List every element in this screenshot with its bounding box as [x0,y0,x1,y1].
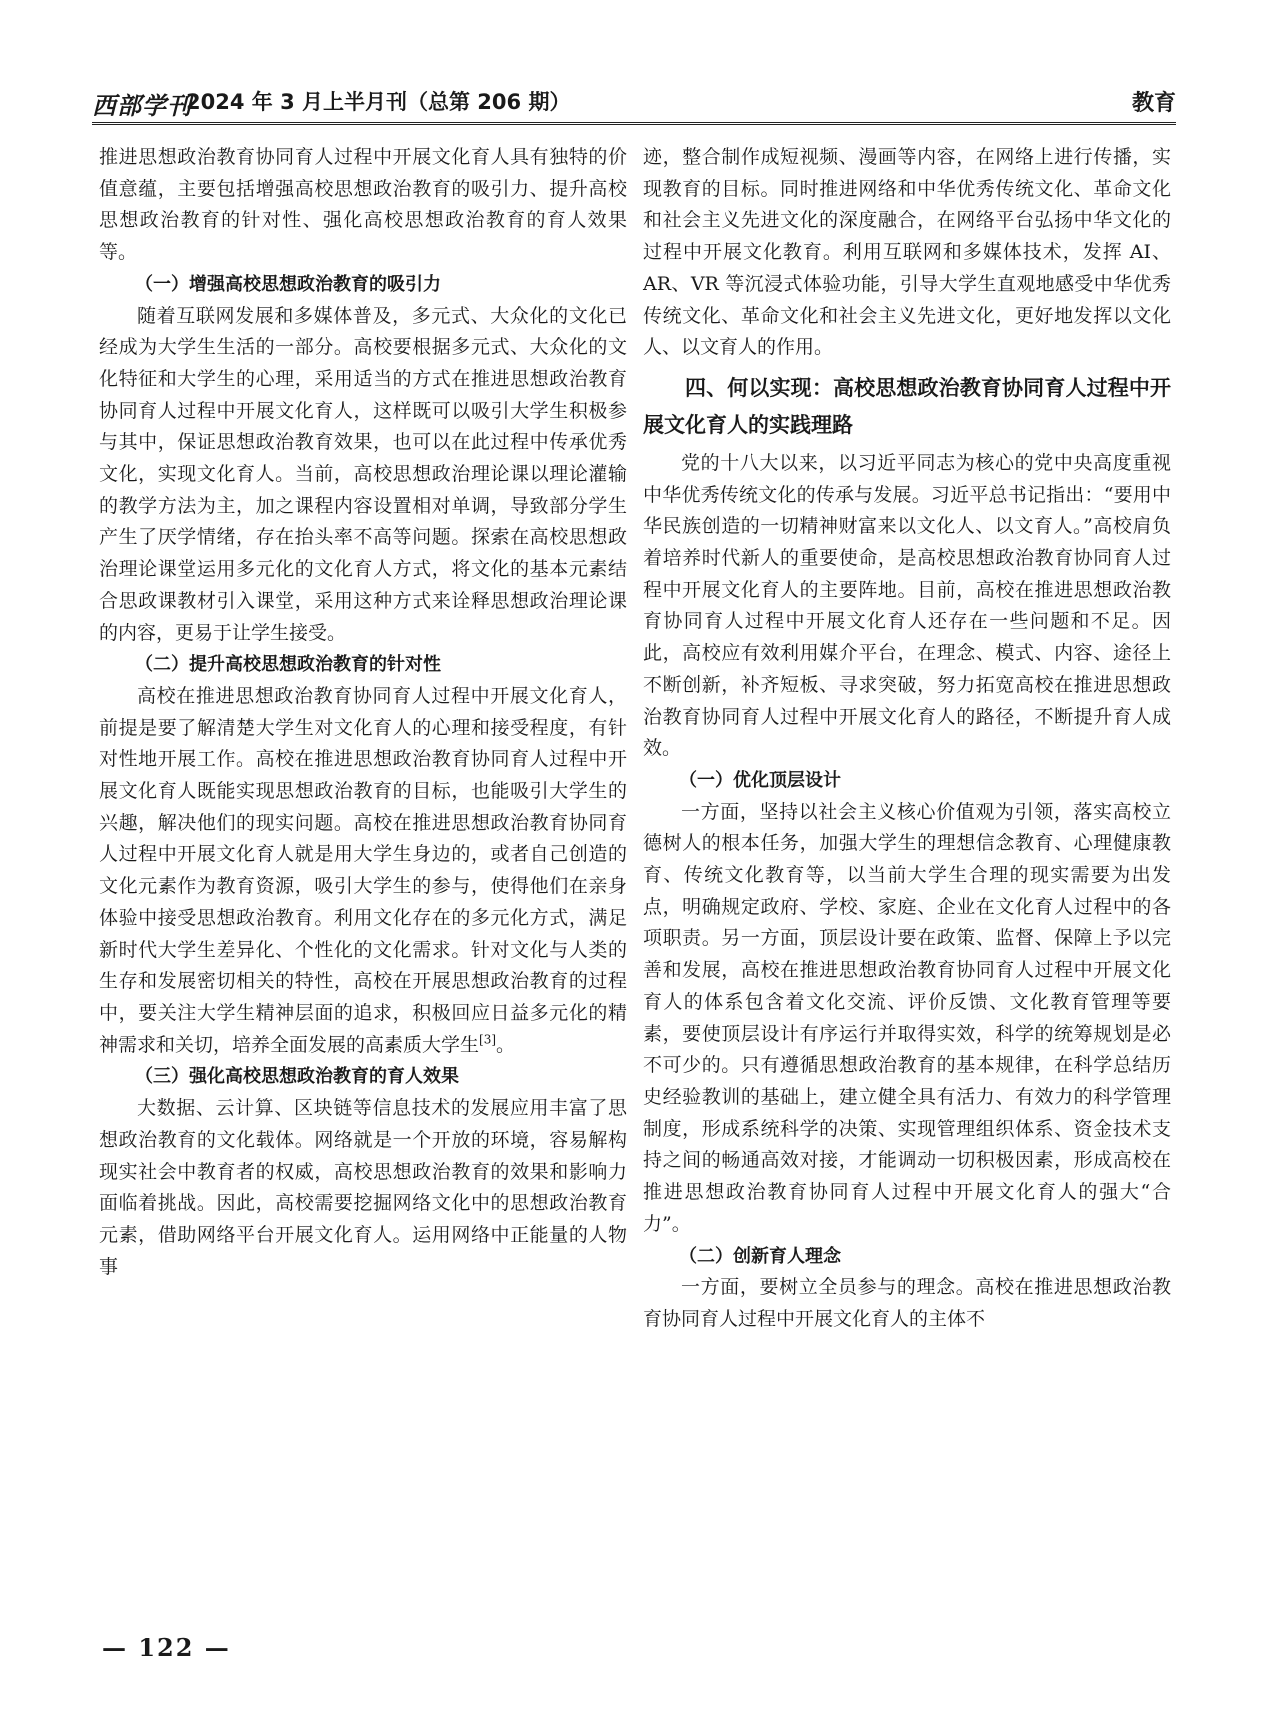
paragraph-pertinence [99,681,627,1061]
section-title: 四、何以实现：高校思想政治教育协同育人过程中开展文化育人的实践理路 [643,375,1171,437]
subheading-concept: （二）创新育人理念 [679,1245,841,1267]
journal-logo: 西部学刊 [92,91,192,120]
paragraph-attractiveness: 随着互联网发展和多媒体普及，多元式、大众化的文化已经成为大学生生活的一部分。高校要根据多元式、大众化的文化特征和大学生的心理，采用适当的方式在推进思想政治教育协同育人过程中开展文化育人，这样既可以吸引大学生积极参与其中，保证思想政治教育效果，也可以在此过程中传承优秀文化，实现文化育人。当前，高校思想政治理论课以理论灌输的教学方法为主，加之课程内容设置相对单调，导致部分学生产生了厌学情绪，存在抬头率不高等问题。探索在高校思想政治理论课堂运用多元化的文化育人方式，将文化的基本元素结合思政课教材引入课堂，采用这种方式来诠释思想政治理论课的内容，更易于让学生接受。 [99,304,627,644]
subheading-effect: （三）强化高校思想政治教育的育人效果 [135,1066,459,1088]
paragraph-top-design: 一方面，坚持以社会主义核心价值观为引领，落实高校立德树人的根本任务，加强大学生的理想信念教育、心理健康教育、传统文化教育等，以当前大学生合理的现实需要为出发点，明确规定政府、学校、家庭、企业在文化育人过程中的各项职责。另一方面，顶层设计要在政策、监督、保障上予以完善和发展，高校在推进思想政治教育协同育人过程中开展文化育人的体系包含着文化交流、评价反馈、文化教育管理等要素，要使顶层设计有序运行并取得实效，科学的统筹规划是必不可少的。只有遵循思想政治教育的基本规律，在科学总结历史经验教训的基础上，建立健全具有活力、有效力的科学管理制度，形成系统科学的决策、实现管理组织体系、资金技术支持之间的畅通高效对接，才能调动一切积极因素，形成高校在推进思想政治教育协同育人过程中开展文化育人的强大“合力”。 [643,800,1171,1235]
running-header [92,82,1176,125]
subheading-attractiveness: （一）增强高校思想政治教育的吸引力 [135,273,441,295]
intro-paragraph: 推进思想政治教育协同育人过程中开展文化育人具有独特的价值意蕴，主要包括增强高校思想政治教育的吸引力、提升高校思想政治教育的针对性、强化高校思想政治教育的育人效果等。 [99,146,627,264]
continued-paragraph: 迹，整合制作成短视频、漫画等内容，在网络上进行传播，实现教育的目标。同时推进网络和中华优秀传统文化、革命文化和社会主义先进文化的深度融合，在网络平台弘扬中华文化的过程中开展文化教育。利用互联网和多媒体技术，发挥 AI、AR、VR 等沉浸式体验功能，引导大学生直观地感受中华优秀传统文化、革命文化和社会主义先进文化，更好地发挥以文化人、以文育人的作用。 [643,146,1171,359]
paragraph-pertinence-text: 高校在推进思想政治教育协同育人过程中开展文化育人，前提是要了解清楚大学生对文化育人的心理和接受程度，有针对性地开展工作。高校在推进思想政治教育协同育人过程中开展文化育人既能实现思想政治教育的目标，也能吸引大学生的兴趣，解决他们的现实问题。高校在推进思想政治教育协同育人过程中开展文化育人就是用大学生身边的，或者自己创造的文化元素作为教育资源，吸引大学生的参与，使得他们在亲身体验中接受思想政治教育。利用文化存在的多元化方式，满足新时代大学生差异化、个性化的文化需求。针对文化与人类的生存和发展密切相关的特性，高校在开展思想政治教育的过程中，要关注大学生精神层面的追求，积极回应日益多元化的精神需求和关切，培养全面发展的高素质大学生 [99,684,627,1056]
paragraph-party-congress: 党的十八大以来，以习近平同志为核心的党中央高度重视中华优秀传统文化的传承与发展。习近平总书记指出：“要用中华民族创造的一切精神财富来以文化人、以文育人。”高校肩负着培养时代新人的重要使命，是高校思想政治教育协同育人过程中开展文化育人的主要阵地。目前，高校在推进思想政治教育协同育人过程中开展文化育人还存在一些问题和不足。因此，高校应有效利用媒介平台，在理念、模式、内容、途径上不断创新，补齐短板、寻求突破，努力拓宽高校在推进思想政治教育协同育人过程中开展文化育人的路径，不断提升育人成效。 [643,451,1171,760]
subheading-top-design: （一）优化顶层设计 [679,769,841,791]
paragraph-concept: 一方面，要树立全员参与的理念。高校在推进思想政治教育协同育人过程中开展文化育人的主体不 [643,1276,1171,1330]
page-number: — 122 — [102,1633,231,1662]
right-column [643,142,1171,1336]
left-column [99,142,627,1283]
citation-ref: [3] [479,1032,497,1047]
issue-info: 2024 年 3 月上半月刊（总第 206 期） [186,90,571,114]
section-name: 教育 [1131,91,1176,116]
subheading-pertinence: （二）提升高校思想政治教育的针对性 [135,654,441,676]
paragraph-pertinence-end: 。 [496,1033,516,1056]
paragraph-effect: 大数据、云计算、区块链等信息技术的发展应用丰富了思想政治教育的文化载体。网络就是一个开放的环境，容易解构现实社会中教育者的权威，高校思想政治教育的效果和影响力面临着挑战。因此，高校需要挖掘网络文化中的思想政治教育元素，借助网络平台开展文化育人。运用网络中正能量的人物事 [99,1097,627,1278]
